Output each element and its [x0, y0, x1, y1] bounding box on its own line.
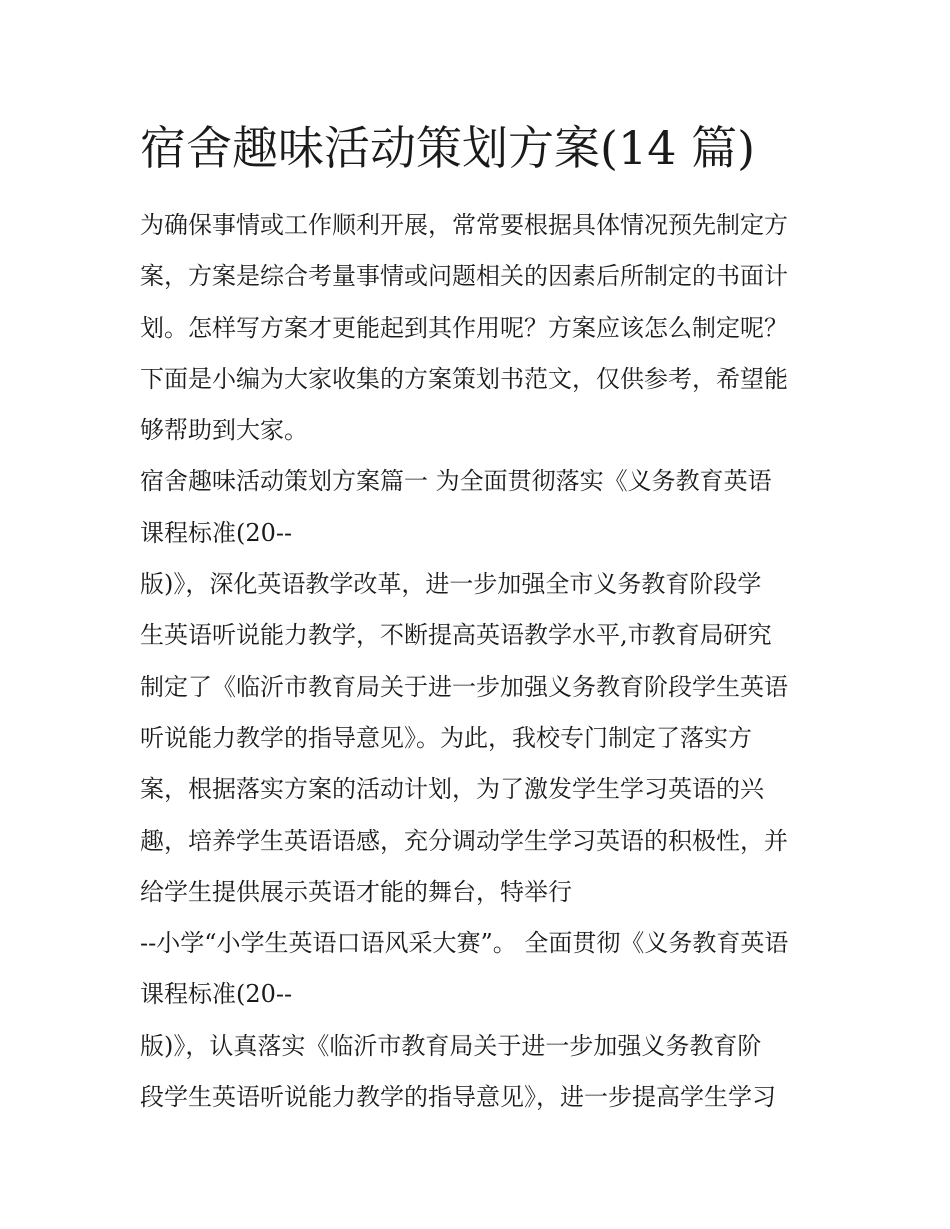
body-line: 版)》，深化英语教学改革，进一步加强全市义务教育阶段学: [140, 570, 762, 599]
body-line: 课程标准(20--: [140, 518, 293, 547]
body-line: 为确保事情或工作顺利开展，常常要根据具体情况预先制定方: [140, 211, 788, 239]
body-line: 案，根据落实方案的活动计划，为了激发学生学习英语的兴: [140, 775, 764, 804]
body-line: 听说能力教学的指导意见》。为此，我校专门制定了落实方: [140, 723, 752, 752]
document-title: 宿舍趣味活动策划方案(14 篇): [140, 121, 756, 175]
body-line: 给学生提供展示英语才能的舞台，特举行: [140, 877, 572, 906]
body-line: 够帮助到大家。: [140, 416, 308, 445]
body-line: 版)》，认真落实《临沂市教育局关于进一步加强义务教育阶: [140, 1031, 762, 1060]
body-line: 趣，培养学生英语语感，充分调动学生学习英语的积极性，并: [140, 826, 788, 855]
body-line: 生英语听说能力教学，不断提高英语教学水平,市教育局研究: [140, 621, 772, 650]
body-line: 案，方案是综合考量事情或问题相关的因素后所制定的书面计: [140, 262, 788, 291]
document-body: [140, 200, 812, 1123]
body-line: 段学生英语听说能力教学的指导意见》，进一步提高学生学习: [140, 1083, 776, 1112]
document-page: [140, 112, 812, 1123]
body-line: 课程标准(20--: [140, 980, 293, 1009]
body-line: 制定了《临沂市教育局关于进一步加强义务教育阶段学生英语: [140, 672, 788, 701]
body-line: --小学“小学生英语口语风采大赛”。 全面贯彻《义务教育英语: [140, 929, 789, 958]
body-line: 宿舍趣味活动策划方案篇一 为全面贯彻落实《义务教育英语: [140, 467, 772, 496]
body-line: 下面是小编为大家收集的方案策划书范文，仅供参考，希望能: [140, 364, 788, 393]
body-line: 划。怎样写方案才更能起到其作用呢？方案应该怎么制定呢？: [140, 313, 788, 342]
